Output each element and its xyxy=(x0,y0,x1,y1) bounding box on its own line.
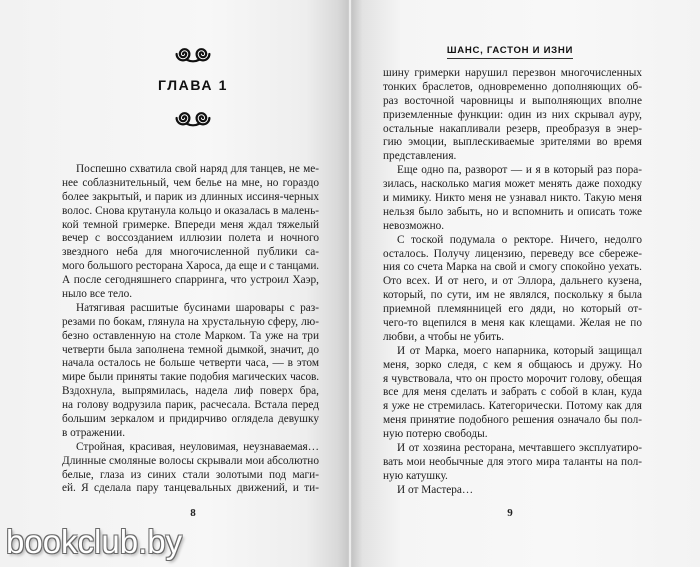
text-line: волос. Снова крутанула кольцо и оказалась в малень- xyxy=(62,204,319,217)
text-line: более закрытый, и парик из длинных иссиня-черных xyxy=(62,190,319,203)
double-spiral-ornament-icon xyxy=(172,108,214,128)
text-line: приземленные функции: один из них скрывал ауру, xyxy=(383,108,642,121)
text-line: Вздохнула, выпрямилась, надела лиф поверх бра, xyxy=(62,385,319,398)
right-page xyxy=(352,0,700,567)
text-line: большим зеркалом и придирчиво оглядела девушку xyxy=(62,413,319,426)
text-line: чего-то вцепился в меня как клещами. Желая не по xyxy=(383,317,642,330)
text-line: белые, глаза из синих стали золотыми под маги- xyxy=(62,468,319,481)
text-line: тонких браслетов, одновременно дополняющих об- xyxy=(383,80,642,93)
text-line: нее соблазнительный, чем белье на мне, но гораздо xyxy=(62,176,319,189)
running-head: ШАНС, ГАСТОН И ИЗНИ xyxy=(447,45,573,59)
paragraph xyxy=(383,67,642,164)
text-line: ную катушку. xyxy=(383,469,448,482)
text-line: шину гримерки нарушил перезвон многочисленных xyxy=(383,67,642,79)
text-line: меня, зорко следя, с кем я общаюсь и дружу. Но xyxy=(383,358,642,371)
text-line: А после сегодняшнего спарринга, что устроил Хаэр, xyxy=(62,274,319,287)
left-page-text xyxy=(62,163,319,496)
text-line: вечер с воссозданием иллюзии полета и ночного xyxy=(62,232,319,245)
text-line: кой темной гримерке. Впереди меня ждал тяжелый xyxy=(62,218,319,231)
text-line: на голову водрузила парик, расчесала. Встала перед xyxy=(62,399,319,412)
paragraph xyxy=(383,345,642,442)
paragraph xyxy=(62,302,319,441)
text-line: в отражении. xyxy=(62,426,126,439)
text-line: невозможно. xyxy=(383,219,445,232)
running-head-container xyxy=(392,40,628,59)
text-line: осталось. Получу лицензию, переведу все сбереже- xyxy=(383,247,642,260)
text-line: И от хозяина ресторана, мечтавшего эксплуатиро- xyxy=(397,442,642,455)
text-line: С тоской подумала о ректоре. Ничего, недолго xyxy=(397,233,642,246)
paragraph xyxy=(383,442,642,484)
text-line: мого большого ресторана Хароса, да еще и с танцами. xyxy=(62,260,319,273)
text-line: я чувствовала, что он просто морочит голову, обещая xyxy=(383,372,642,385)
text-line: я уже не стремилась. Категорически. Потому как для xyxy=(383,400,642,413)
text-line: Натягивая расшитые бусинами шаровары с раз- xyxy=(76,301,319,314)
text-line: остальные накапливали резерв, преобразуя в энер- xyxy=(383,122,642,135)
text-line: и мимику. Никто меня не узнавал никто. Такую меня xyxy=(383,192,642,205)
text-line: приемной племянницей его дяди, но который от- xyxy=(383,303,642,316)
text-line: И от Мастера… xyxy=(397,483,474,496)
text-line: звездного неба для многочисленной публики са- xyxy=(62,246,319,259)
watermark-logo: bookclub.by xyxy=(6,523,183,560)
text-line: гию эмоции, выплескиваемые зрителями во время xyxy=(383,136,642,149)
paragraph xyxy=(383,234,642,345)
paragraph xyxy=(62,163,319,302)
paragraph xyxy=(383,484,642,498)
text-line: все для меня сделать и забрать с собой в клан, куда xyxy=(383,386,642,399)
text-line: И от Марка, моего напарника, который защищал xyxy=(397,344,642,357)
text-line: мире были приняты такие подобия магических часов. xyxy=(62,371,319,384)
text-line: меня принятие подобного решения означало бы пол- xyxy=(383,414,642,427)
page-number: 8 xyxy=(190,507,196,519)
text-line: ныло все тело. xyxy=(62,288,133,301)
left-page xyxy=(0,0,348,567)
text-line: ей. Я сделала пару танцевальных движений, и ти- xyxy=(62,482,319,495)
text-line: четверти была заполнена темной дымкой, значит, до xyxy=(62,343,319,356)
text-line: нельзя было забыть, но и вспомнить и описать тоже xyxy=(383,205,642,218)
page-number: 9 xyxy=(507,507,513,519)
text-line: зилась, насколько магия может менять даже походку xyxy=(383,178,642,191)
text-line: ную потерю свободы. xyxy=(383,428,488,441)
double-spiral-ornament-icon xyxy=(172,44,214,64)
text-line: представления. xyxy=(383,150,457,163)
text-line: начала осталось не больше четверти часа, — в этом xyxy=(62,357,319,370)
text-line: Длинные смоляные волосы скрывали мои абсолютно xyxy=(62,454,319,467)
text-line: безно оставленную на столе Марком. Та уже на три xyxy=(62,329,319,342)
text-line: раз восточной чаровницы и выполняющих вполне xyxy=(383,94,642,107)
text-line: Ото всех. И от него, и от Эллора, дальнего кузена, xyxy=(383,275,642,288)
text-line: Стройная, красивая, неуловимая, неузнаваемая… xyxy=(76,440,319,453)
right-page-text xyxy=(383,67,642,498)
paragraph xyxy=(383,164,642,233)
paragraph xyxy=(62,441,319,497)
text-line: который, по сути, им не являлся, поскольку я была xyxy=(383,289,642,302)
chapter-title: ГЛАВА 1 xyxy=(158,77,228,93)
text-line: вать мои необычные для этого мира таланты на пол- xyxy=(383,455,642,468)
text-line: Еще одно па, разворот — и я в который раз пора- xyxy=(397,164,642,177)
text-line: Поспешно схватила свой наряд для танцев, не ме- xyxy=(76,163,319,175)
text-line: ния со счета Марка на свой и смогу спокойно уехать. xyxy=(383,261,642,274)
text-line: резами по бокам, глянула на хрустальную сферу, лю- xyxy=(62,315,319,328)
text-line: любви, а чтобы не убить. xyxy=(383,330,505,343)
